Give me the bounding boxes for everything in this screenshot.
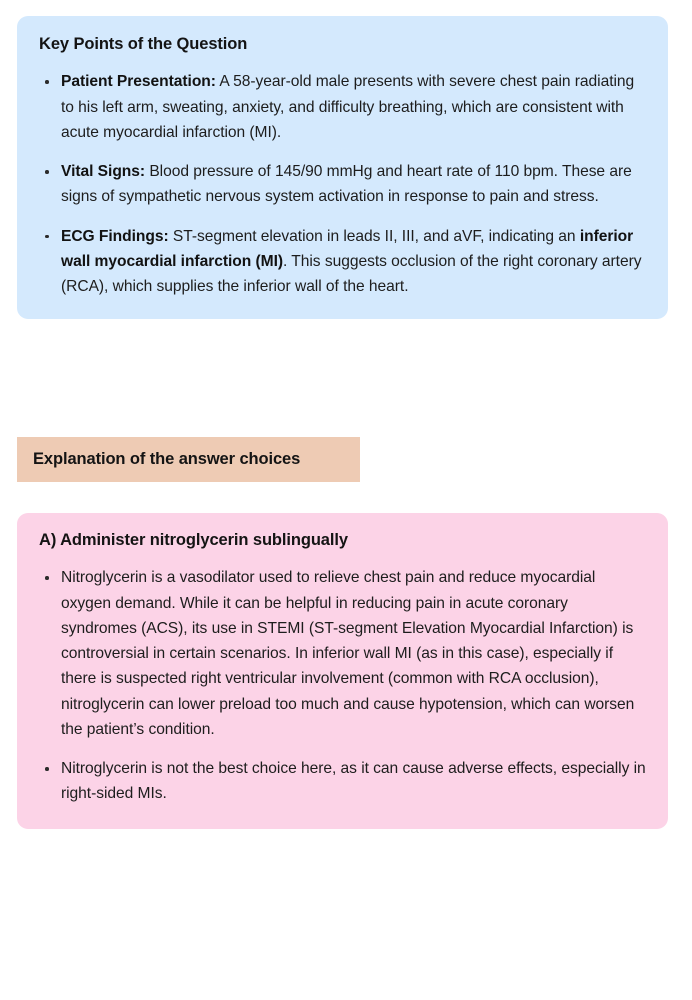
bullet-body-text: A 58-year-old male presents with severe chest pain radiating to his left arm, sweating, anxiety, and difficulty breathing, which are consistent with acute myocardial infarction (MI). bbox=[61, 73, 635, 141]
list-item bbox=[39, 756, 646, 807]
key-points-title: Key Points of the Question bbox=[39, 35, 248, 53]
list-item bbox=[39, 159, 646, 210]
list-item bbox=[39, 565, 646, 742]
answer-choice-a-title: A) Administer nitroglycerin sublingually bbox=[39, 531, 348, 549]
bullet-lead-label: Patient Presentation: bbox=[61, 73, 216, 91]
bullet-body-text: ST-segment elevation in leads II, III, and aVF, indicating an bbox=[168, 227, 580, 245]
answer-choice-a-list bbox=[39, 565, 646, 806]
list-item bbox=[39, 69, 646, 145]
key-points-card bbox=[17, 16, 668, 319]
explanation-banner-title: Explanation of the answer choices bbox=[33, 450, 301, 468]
answer-choice-a-card bbox=[17, 513, 668, 829]
bullet-body-text-continued: . This suggests occlusion of the right coronary artery (RCA), which supplies the inferior wall of the heart. bbox=[61, 252, 642, 296]
list-item bbox=[39, 224, 646, 300]
bullet-lead-label: Vital Signs: bbox=[61, 163, 146, 181]
bullet-emphasis-text: inferior wall myocardial infarction (MI) bbox=[61, 227, 634, 270]
bullet-lead-label: ECG Findings: bbox=[61, 227, 169, 245]
explanation-banner bbox=[17, 437, 360, 482]
key-points-list bbox=[39, 69, 646, 299]
bullet-body-text: Blood pressure of 145/90 mmHg and heart rate of 110 bpm. These are signs of sympathetic nervous system activation in response to pain and stress. bbox=[61, 163, 632, 206]
bullet-body-text: Nitroglycerin is a vasodilator used to relieve chest pain and reduce myocardial oxygen demand. While it can be helpful in reducing pain in acute coronary syndromes (ACS), its use in STEMI (ST-segment Elevation Myocardial Infarction) is controversial in certain scenarios. In inferior wall MI (as in this case), especially if there is suspected right ventricular involvement (common with RCA occlusion), nitroglycerin can lower preload too much and cause hypotension, which can worsen the patient’s condition. bbox=[61, 569, 635, 738]
bullet-body-text: Nitroglycerin is not the best choice here, as it can cause adverse effects, especially in right-sided MIs. bbox=[61, 760, 646, 803]
